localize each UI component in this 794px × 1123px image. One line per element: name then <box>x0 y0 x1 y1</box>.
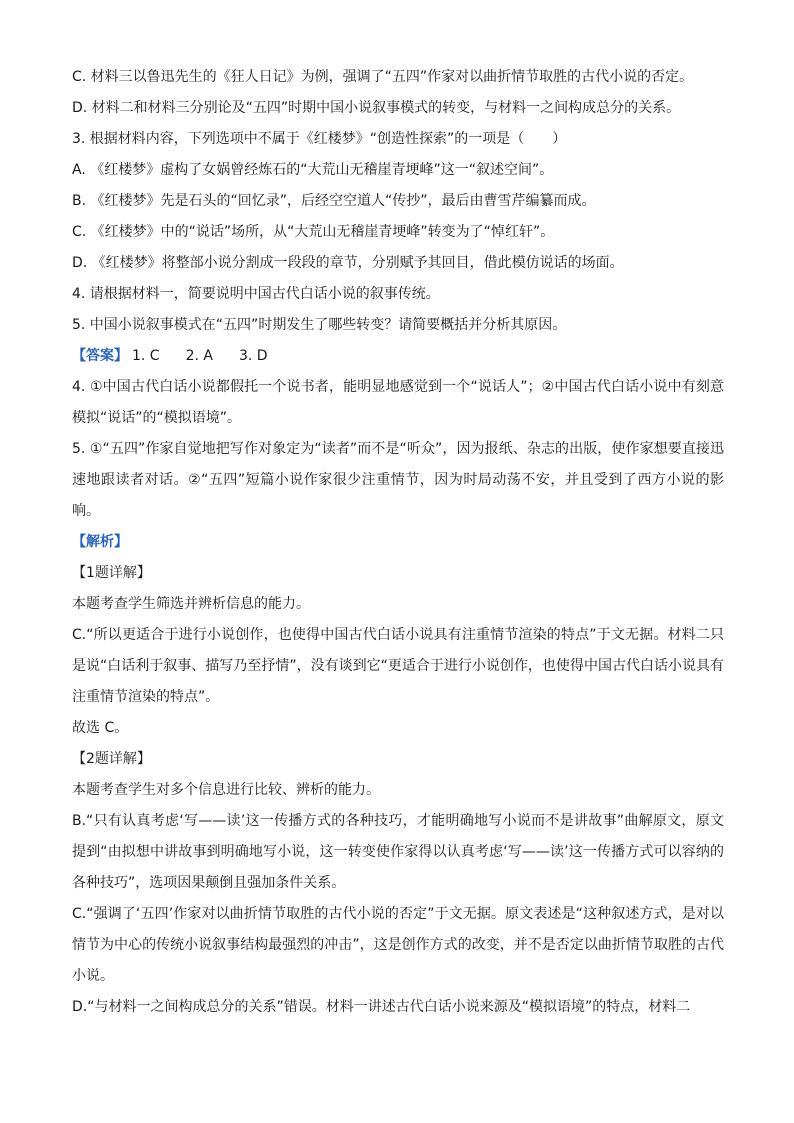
answer-item-1: 1. C <box>132 348 160 364</box>
q2-detail-option-c: C.“强调了‘五四’作家对以曲折情节取胜的古代小说的否定”于文无据。原文表述是“这种叙述方式，是对以情节为中心的传统小说叙事结构最强烈的冲击”，这是创作方式的改变，并不是否定以曲折情节取胜的古代小说。 <box>72 906 724 984</box>
q2-detail-intro: 本题考查学生对多个信息进行比较、辨析的能力。 <box>72 782 380 798</box>
q2-detail-option-d: D.“与材料一之间构成总分的关系”错误。材料一讲述古代白话小说来源及“模拟语境”的特点，材料二 <box>72 999 691 1015</box>
answer-4: 4. ①中国古代白话小说都假托一个说书者，能明显地感觉到一个“说话人”；②中国古代白话小说中有刻意模拟“说话”的“模拟语境”。 <box>72 379 724 426</box>
q1-detail-body: C.“所以更适合于进行小说创作，也使得中国古代白话小说具有注重情节渲染的特点”于文无据。材料二只是说“白话利于叙事、描写乃至抒情”，没有谈到它“更适合于进行小说创作，也使得中国古代白话小说具有注重情节渲染的特点”。 <box>72 627 724 705</box>
q2-detail-heading: 【2题详解】 <box>72 751 151 767</box>
question-3-option-a: A. 《红楼梦》虚构了女娲曾经炼石的“大荒山无稽崖青埂峰”这一“叙述空间”。 <box>72 162 554 178</box>
question-3-stem: 3. 根据材料内容，下列选项中不属于《红楼梦》“创造性探索”的一项是（ ） <box>72 131 567 147</box>
answer-5: 5. ①“五四”作家自觉地把写作对象定为“读者”而不是“听众”，因为报纸、杂志的出版，使作家想要直接迅速地跟读者对话。②“五四”短篇小说作家很少注重情节，因为时局动荡不安，并且受到了西方小说的影响。 <box>72 441 724 519</box>
document-page <box>72 62 724 1023</box>
question-3-option-b: B. 《红楼梦》先是石头的“回忆录”，后经空空道人“传抄”，最后由曹雪芹编纂而成。 <box>72 193 596 209</box>
q1-detail-intro: 本题考查学生筛选并辨析信息的能力。 <box>72 596 310 612</box>
answer-row <box>72 341 724 372</box>
answer-item-2: 2. A <box>185 348 213 364</box>
question-4: 4. 请根据材料一，简要说明中国古代白话小说的叙事传统。 <box>72 286 440 302</box>
q2-detail-option-b: B.“只有认真考虑‘写——读’这一传播方式的各种技巧，才能明确地写小说而不是讲故事”曲解原文，原文提到“由拟想中讲故事到明确地写小说，这一转变使作家得以认真考虑‘写——读’这一传播方式可以容纳的各种技巧”，选项因果颠倒且强加条件关系。 <box>72 813 724 891</box>
q1-detail-conclusion: 故选 C。 <box>72 720 129 736</box>
question-3-option-d: D. 《红楼梦》将整部小说分割成一段段的章节，分别赋予其回目，借此模仿说话的场面。 <box>72 255 624 271</box>
question-3-option-c: C. 《红楼梦》中的“说话”场所，从“大荒山无稽崖青埂峰”转变为了“悼红轩”。 <box>72 224 555 240</box>
answer-label: 【答案】 <box>72 348 128 364</box>
option-c-line: C. 材料三以鲁迅先生的《狂人日记》为例，强调了“五四”作家对以曲折情节取胜的古代小说的否定。 <box>72 69 694 85</box>
q1-detail-heading: 【1题详解】 <box>72 565 151 581</box>
option-d-line: D. 材料二和材料三分别论及“五四”时期中国小说叙事模式的转变，与材料一之间构成总分的关系。 <box>72 100 681 116</box>
question-5: 5. 中国小说叙事模式在“五四”时期发生了哪些转变？请简要概括并分析其原因。 <box>72 317 567 333</box>
analysis-label: 【解析】 <box>72 534 128 550</box>
answer-item-3: 3. D <box>238 348 268 364</box>
